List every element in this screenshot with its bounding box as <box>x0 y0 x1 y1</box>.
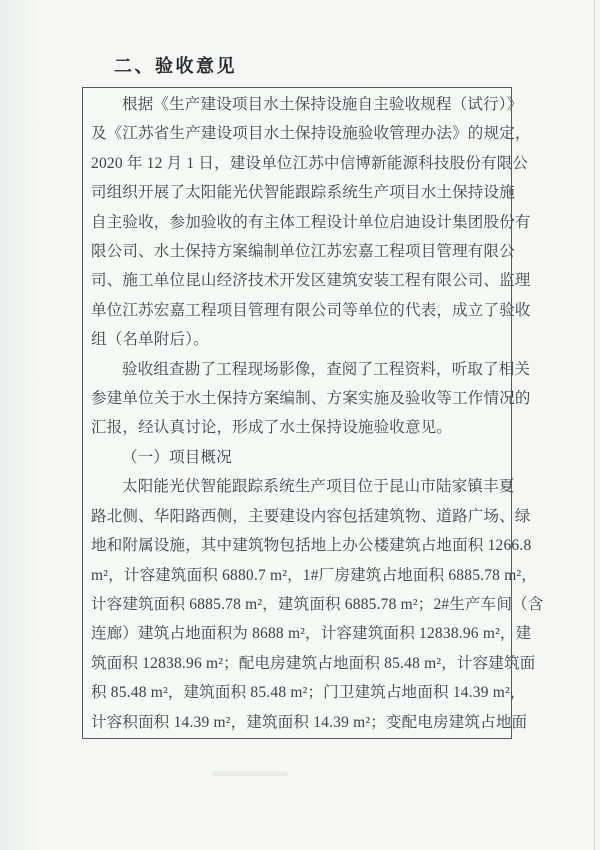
box-text-line: 太阳能光伏智能跟踪系统生产项目位于昆山市陆家镇丰夏 <box>122 478 515 496</box>
section-title: 二、验收意见 <box>114 56 237 76</box>
box-text-line: 组（名单附后）。 <box>91 331 209 349</box>
scan-smudge-mark <box>212 771 288 776</box>
acceptance-opinion-text-box <box>82 87 544 739</box>
box-text-line: 司组织开展了太阳能光伏智能跟踪系统生产项目水土保持设施 <box>91 184 515 202</box>
box-text-line: 路北侧、华阳路西侧，主要建设内容包括建筑物、道路广场、绿 <box>91 507 531 525</box>
box-text-line: 积 85.48 m²，建筑面积 85.48 m²；门卫建筑占地面积 14.39 m²， <box>91 684 526 702</box>
box-text-line: 司、施工单位昆山经济技术开发区建筑安装工程有限公司、监理 <box>91 272 531 290</box>
box-text-line: 计容积面积 14.39 m²，建筑面积 14.39 m²；变配电房建筑占地面 <box>91 713 528 731</box>
box-text-line: 根据《生产建设项目水土保持设施自主验收规程（试行）》 <box>122 96 523 113</box>
box-text-line: 验收组查勘了工程现场影像，查阅了工程资料，听取了相关 <box>122 360 531 378</box>
box-text-line: 筑面积 12838.96 m²；配电房建筑占地面积 85.48 m²，计容建筑面 <box>91 654 536 672</box>
box-text-line: 连廊）建筑占地面积为 8688 m²，计容建筑面积 12838.96 m²，建 <box>91 625 532 643</box>
box-text-line: 及《江苏省生产建设项目水土保持设施验收管理办法》的规定， <box>91 125 531 143</box>
scan-left-edge-shading <box>0 0 36 850</box>
box-text-line: m²，计容建筑面积 6880.7 m²，1#厂房建筑占地面积 6885.78 m²， <box>91 566 538 584</box>
box-text-line: （一）项目概况 <box>122 448 232 466</box>
box-text-line: 计容建筑面积 6885.78 m²，建筑面积 6885.78 m²；2#生产车间（含 <box>91 595 544 613</box>
box-text-line: 参建单位关于水土保持方案编制、方案实施及验收等工作情况的 <box>91 390 531 408</box>
box-text-line: 单位江苏宏嘉工程项目管理有限公司等单位的代表，成立了验收 <box>91 301 531 319</box>
scan-right-edge-line <box>594 0 595 850</box>
box-text-line: 2020 年 12 月 1 日，建设单位江苏中信博新能源科技股份有限公 <box>91 154 529 172</box>
box-text-line: 地和附属设施，其中建筑物包括地上办公楼建筑占地面积 1266.8 <box>91 537 532 555</box>
box-text-line: 汇报，经认真讨论，形成了水土保持设施验收意见。 <box>91 419 453 437</box>
box-text-line: 限公司、水土保持方案编制单位江苏宏嘉工程项目管理有限公 <box>91 243 515 261</box>
box-text-line: 自主验收，参加验收的有主体工程设计单位启迪设计集团股份有 <box>91 213 531 231</box>
